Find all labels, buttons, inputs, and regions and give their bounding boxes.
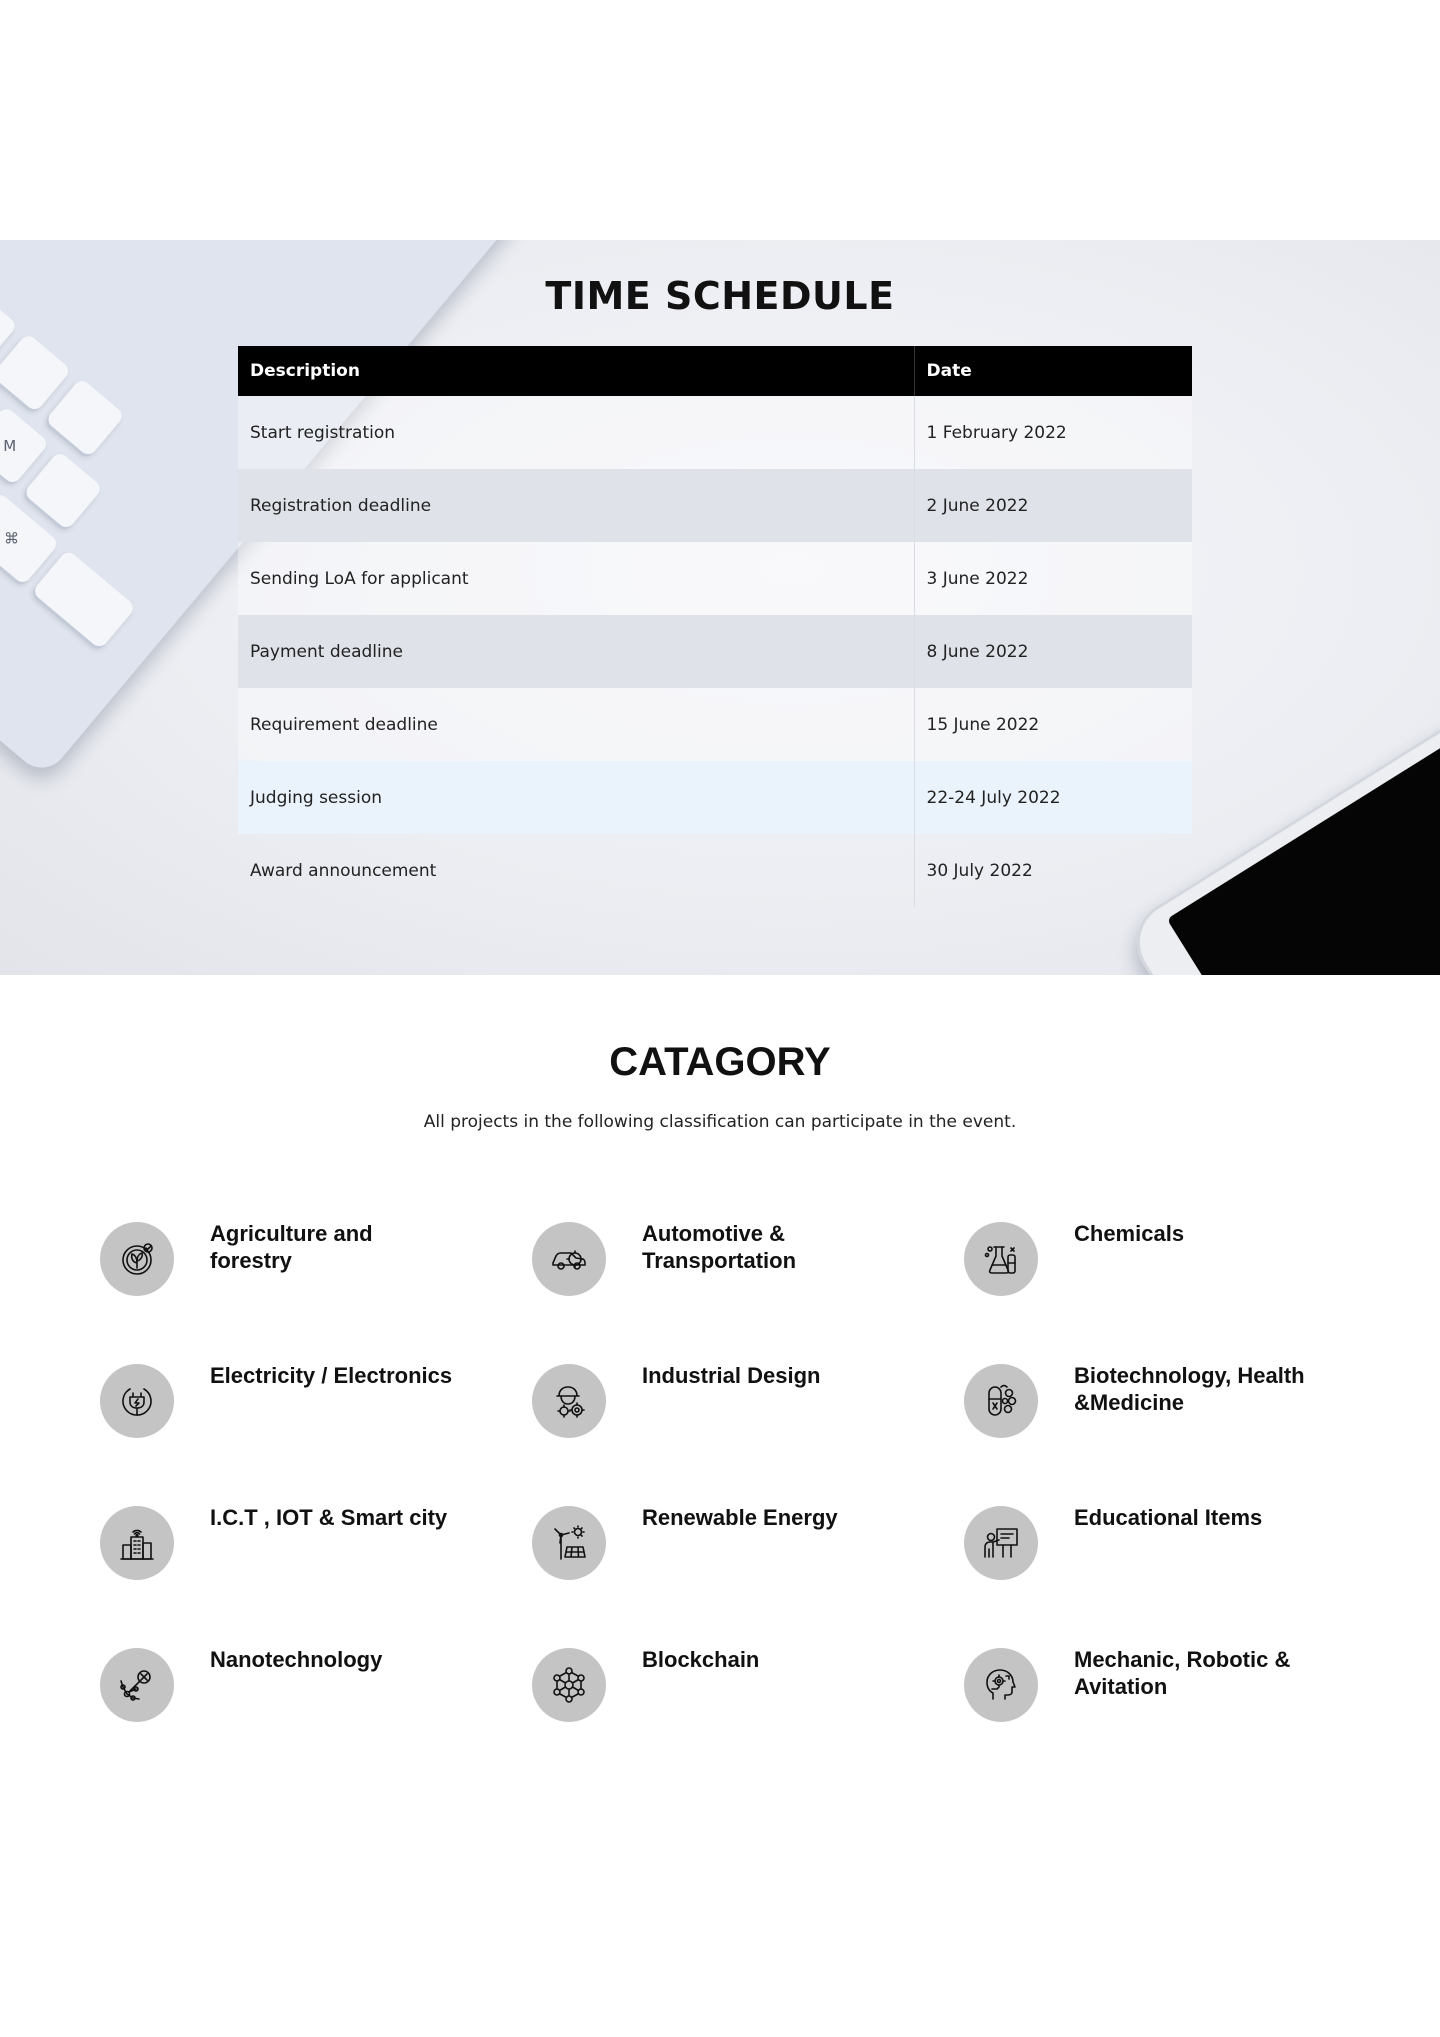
row-date: 2 June 2022 [914, 469, 1192, 542]
category-automotive [532, 1220, 932, 1320]
category-label: Biotechnology, Health &Medicine [1074, 1363, 1305, 1415]
nano-molecule-icon [100, 1648, 174, 1722]
category-label: Electricity / Electronics [210, 1363, 453, 1388]
solar-wind-icon [532, 1506, 606, 1580]
table-row [238, 396, 1192, 469]
category-label: Agriculture and forestry [210, 1221, 373, 1273]
plug-icon [100, 1364, 174, 1438]
category-label: I.C.T , IOT & Smart city [210, 1505, 448, 1530]
column-header-description: Description [238, 346, 914, 396]
category-label: Industrial Design [642, 1363, 821, 1388]
category-nanotechnology [100, 1646, 500, 1746]
category-label: Chemicals [1074, 1221, 1185, 1246]
category-agriculture [100, 1220, 500, 1320]
keyboard-background-image: M ⌘ [0, 240, 533, 778]
category-chemicals [964, 1220, 1364, 1320]
row-description: Start registration [238, 396, 914, 469]
table-header-row [238, 346, 1192, 396]
column-header-date: Date [914, 346, 1192, 396]
category-blockchain [532, 1646, 932, 1746]
row-description: Judging session [238, 761, 914, 834]
flask-icon [964, 1222, 1038, 1296]
blockchain-network-icon [532, 1648, 606, 1722]
category-industrial-design [532, 1362, 932, 1462]
category-label: Nanotechnology [210, 1647, 383, 1672]
category-educational [964, 1504, 1364, 1604]
car-icon [532, 1222, 606, 1296]
row-date: 30 July 2022 [914, 834, 1192, 907]
row-description: Registration deadline [238, 469, 914, 542]
category-subtitle: All projects in the following classification can participate in the event. [423, 1112, 1017, 1132]
teacher-board-icon [964, 1506, 1038, 1580]
category-label: Blockchain [642, 1647, 760, 1672]
time-schedule-section [0, 240, 1440, 975]
table-row [238, 615, 1192, 688]
category-title: CATAGORY [609, 1040, 831, 1084]
row-date: 8 June 2022 [914, 615, 1192, 688]
smart-building-icon [100, 1506, 174, 1580]
leaf-icon [100, 1222, 174, 1296]
table-row [238, 761, 1192, 834]
table-row [238, 834, 1192, 907]
category-renewable-energy [532, 1504, 932, 1604]
category-mechanic-robotic [964, 1646, 1364, 1746]
category-label: Mechanic, Robotic & Avitation [1074, 1647, 1291, 1699]
row-date: 22-24 July 2022 [914, 761, 1192, 834]
test-tube-icon [964, 1364, 1038, 1438]
schedule-table [238, 346, 1192, 907]
row-description: Award announcement [250, 860, 437, 881]
row-description: Sending LoA for applicant [238, 542, 914, 615]
category-electricity [100, 1362, 500, 1462]
table-row [238, 469, 1192, 542]
table-row [238, 542, 1192, 615]
category-label: Automotive & Transportation [642, 1221, 797, 1273]
row-date: 3 June 2022 [914, 542, 1192, 615]
category-biotechnology [964, 1362, 1364, 1462]
schedule-title: TIME SCHEDULE [545, 274, 895, 318]
table-row [238, 688, 1192, 761]
category-label: Renewable Energy [642, 1505, 838, 1530]
row-description: Payment deadline [238, 615, 914, 688]
category-ict [100, 1504, 500, 1604]
engineer-gear-icon [532, 1364, 606, 1438]
row-date: 15 June 2022 [914, 688, 1192, 761]
robot-head-icon [964, 1648, 1038, 1722]
row-description: Requirement deadline [238, 688, 914, 761]
row-date: 1 February 2022 [914, 396, 1192, 469]
category-label: Educational Items [1074, 1505, 1263, 1530]
